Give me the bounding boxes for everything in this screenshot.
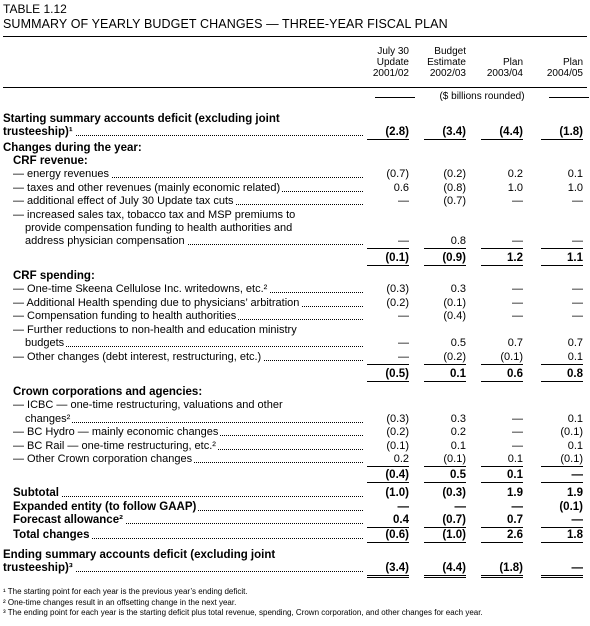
row-label-text: Starting summary accounts deficit (excluding joint (3, 113, 280, 125)
row-label (3, 126, 363, 139)
value-cell: 0.8 (541, 368, 583, 382)
row-label-text: Crown corporations and agencies: (13, 386, 203, 398)
value-cell: (0.8) (443, 182, 466, 194)
row-label (25, 235, 363, 248)
row-label-text: Expanded entity (to follow GAAP) (13, 501, 197, 513)
table-row (3, 549, 587, 562)
units-rule-left (375, 97, 415, 98)
column-header-line: 2001/02 (372, 68, 409, 79)
value-cell: (0.1) (560, 426, 583, 438)
table-row (3, 283, 587, 296)
table-row (3, 440, 587, 453)
value-cell: (0.7) (424, 514, 466, 528)
table-row (3, 182, 587, 195)
value-cell: 0.6 (393, 182, 409, 194)
value-cell: (3.4) (367, 562, 409, 578)
units-text: ($ billions rounded) (439, 91, 525, 102)
table-row (3, 209, 587, 222)
row-label (13, 514, 363, 527)
row-label (13, 209, 363, 222)
row-label-text: — Other changes (debt interest, restructuring, etc.) (13, 351, 262, 363)
value-cell: (0.2) (443, 168, 466, 180)
table-row (3, 297, 587, 310)
value-cell: 0.2 (367, 453, 409, 467)
leader-dots (13, 496, 363, 497)
row-label (13, 155, 363, 168)
row-label (3, 549, 363, 562)
row-label (25, 337, 363, 350)
row-label (25, 413, 363, 426)
row-label-text: provide compensation funding to health authorities and (25, 222, 293, 234)
value-cell: (0.3) (442, 487, 466, 499)
value-cell: — (541, 562, 583, 578)
row-label-text: CRF revenue: (13, 155, 88, 167)
value-cell: (0.4) (367, 469, 409, 483)
value-cell: 0.3 (450, 283, 466, 295)
row-label (3, 562, 363, 575)
table-row (3, 113, 587, 126)
row-label (13, 195, 363, 208)
column-header-line: Budget (434, 46, 466, 57)
column-header-line: 2003/04 (486, 68, 523, 79)
value-cell: 1.2 (481, 252, 523, 266)
column-header (353, 46, 409, 79)
row-label (13, 270, 363, 283)
leader-dots (25, 422, 363, 423)
value-cell: — (512, 283, 523, 295)
budget-table-page (3, 2, 587, 617)
row-label-text: trusteeship)¹ (3, 126, 73, 138)
units-label (379, 91, 585, 102)
value-cell: (1.0) (424, 529, 466, 543)
table-row (3, 235, 587, 248)
row-label-text: — Other Crown corporation changes (13, 453, 193, 465)
row-label (13, 168, 363, 181)
table-row (3, 126, 587, 139)
value-cell: 0.5 (450, 337, 466, 349)
value-cell: — (398, 310, 409, 322)
value-cell: (4.4) (424, 562, 466, 578)
table-title: SUMMARY OF YEARLY BUDGET CHANGES — THREE-YEAR FISCAL PLAN (3, 17, 448, 31)
value-cell: 0.1 (567, 413, 583, 425)
table-row (3, 514, 587, 527)
row-label-text: Changes during the year: (3, 142, 142, 154)
value-cell: 0.1 (424, 368, 466, 382)
value-cell: 0.1 (567, 440, 583, 452)
row-label (13, 487, 363, 500)
row-label-text: CRF spending: (13, 270, 95, 282)
value-cell: — (572, 310, 583, 322)
value-cell: — (572, 283, 583, 295)
table-row (3, 529, 587, 542)
value-cell: (1.8) (541, 126, 583, 140)
value-cell: 1.8 (541, 529, 583, 543)
table-row (3, 324, 587, 337)
value-cell: 0.5 (424, 469, 466, 483)
row-label-text: — Compensation funding to health authorities (13, 310, 237, 322)
row-label (13, 399, 363, 412)
value-cell: (0.1) (443, 297, 466, 309)
value-cell: — (512, 440, 523, 452)
value-cell: 2.6 (481, 529, 523, 543)
value-cell: (0.4) (443, 310, 466, 322)
row-label-text: — Additional Health spending due to physicians’ arbitration (13, 297, 300, 309)
top-rule (3, 36, 587, 37)
row-label (13, 501, 363, 514)
value-cell: (0.1) (386, 440, 409, 452)
table-row (3, 426, 587, 439)
row-label-text: — additional effect of July 30 Update tax cuts (13, 195, 234, 207)
row-label-text: — ICBC — one-time restructuring, valuations and other (13, 399, 283, 411)
value-cell: (4.4) (481, 126, 523, 140)
value-cell: — (512, 426, 523, 438)
row-label (13, 297, 363, 310)
value-cell: — (541, 469, 583, 483)
row-label (13, 529, 363, 542)
row-label (3, 113, 363, 126)
value-cell: (0.9) (424, 252, 466, 266)
row-label-text: changes² (25, 413, 71, 425)
value-cell: — (367, 235, 409, 249)
value-cell: (0.1) (481, 351, 523, 365)
value-cell: 0.1 (450, 440, 466, 452)
table-row (3, 386, 587, 399)
row-label-text: address physician compensation (25, 235, 185, 247)
row-label-text: Forecast allowance² (13, 514, 123, 526)
value-cell: (0.2) (386, 297, 409, 309)
value-cell: 0.1 (567, 168, 583, 180)
value-cell: — (454, 501, 466, 513)
value-cell: — (512, 310, 523, 322)
row-label (13, 440, 363, 453)
value-cell: (2.8) (367, 126, 409, 140)
value-cell: 0.7 (507, 337, 523, 349)
column-header-line: Estimate (427, 57, 466, 68)
table-row (3, 222, 587, 235)
footnote: ¹ The starting point for each year is the previous year’s ending deficit. (3, 587, 248, 596)
value-cell: — (398, 195, 409, 207)
value-cell: 0.2 (450, 426, 466, 438)
value-cell: 0.7 (481, 514, 523, 528)
row-label-text: — BC Rail — one-time restructuring, etc.² (13, 440, 216, 452)
value-cell: (0.1) (367, 252, 409, 266)
column-header-line: Plan (502, 57, 523, 68)
table-row (3, 453, 587, 466)
value-cell: 1.9 (567, 487, 583, 499)
leader-dots (25, 346, 363, 347)
table-row (3, 399, 587, 412)
row-label (13, 283, 363, 296)
table-row (3, 469, 587, 482)
value-cell: — (367, 351, 409, 365)
value-cell: 0.7 (567, 337, 583, 349)
row-label (13, 182, 363, 195)
table-row (3, 368, 587, 381)
value-cell: 1.0 (507, 182, 523, 194)
row-label (13, 453, 363, 466)
table-row (3, 310, 587, 323)
value-cell: — (398, 337, 409, 349)
row-label-text: budgets (25, 337, 65, 349)
column-header-line: Update (376, 57, 409, 68)
row-label-text: — increased sales tax, tobacco tax and MSP premiums to (13, 209, 296, 221)
table-row (3, 487, 587, 500)
value-cell: (0.3) (386, 283, 409, 295)
row-label-text: Total changes (13, 529, 90, 541)
column-header (410, 46, 466, 79)
table-row (3, 501, 587, 514)
table-row (3, 155, 587, 168)
table-label: TABLE 1.12 (3, 2, 67, 16)
row-label-text: — energy revenues (13, 168, 109, 180)
value-cell: (0.7) (443, 195, 466, 207)
header-rule (3, 87, 587, 88)
row-label (13, 426, 363, 439)
units-rule-right (549, 97, 589, 98)
value-cell: 1.1 (541, 252, 583, 266)
value-cell: 0.1 (481, 453, 523, 467)
table-row (3, 142, 587, 155)
row-label (13, 324, 363, 337)
row-label (13, 310, 363, 323)
value-cell: 0.3 (450, 413, 466, 425)
value-cell: (0.3) (386, 413, 409, 425)
table-row (3, 168, 587, 181)
value-cell: 1.9 (507, 487, 523, 499)
value-cell: 0.6 (481, 368, 523, 382)
value-cell: — (512, 297, 523, 309)
row-label (25, 222, 363, 235)
value-cell: (0.1) (541, 453, 583, 467)
row-label-text: Ending summary accounts deficit (excluding joint (3, 549, 276, 561)
row-label (3, 142, 363, 155)
table-row (3, 252, 587, 265)
value-cell: (1.0) (385, 487, 409, 499)
table-row (3, 270, 587, 283)
value-cell: — (481, 235, 523, 249)
table-row (3, 562, 587, 575)
value-cell: — (541, 514, 583, 528)
row-label (13, 386, 363, 399)
value-cell: (0.1) (424, 453, 466, 467)
value-cell: (0.2) (424, 351, 466, 365)
value-cell: (3.4) (424, 126, 466, 140)
value-cell: (0.5) (367, 368, 409, 382)
column-header-line: July 30 (377, 46, 409, 57)
value-cell: (0.2) (386, 426, 409, 438)
row-label-text: — Further reductions to non-health and education ministry (13, 324, 297, 336)
column-header (467, 57, 523, 79)
value-cell: — (397, 501, 409, 513)
table-row (3, 337, 587, 350)
value-cell: 0.1 (541, 351, 583, 365)
value-cell: 0.8 (424, 235, 466, 249)
row-label-text: — taxes and other revenues (mainly economic related) (13, 182, 281, 194)
footnote: ³ The ending point for each year is the starting deficit plus total revenue, spending, Crown corporation, and other changes for each year. (3, 608, 483, 617)
footnotes (3, 587, 587, 619)
footnote: ² One-time changes result in an offsetting change in the next year. (3, 597, 237, 607)
value-cell: (0.6) (367, 529, 409, 543)
column-header-line: 2004/05 (546, 68, 583, 79)
table-row (3, 413, 587, 426)
column-header-line: Plan (562, 57, 583, 68)
value-cell: — (512, 413, 523, 425)
value-cell: 0.4 (367, 514, 409, 528)
value-cell: — (512, 195, 523, 207)
value-cell: (0.1) (559, 501, 583, 513)
value-cell: 1.0 (567, 182, 583, 194)
table-row (3, 195, 587, 208)
row-label-text: — One-time Skeena Cellulose Inc. writedowns, etc.² (13, 283, 268, 295)
table-row (3, 351, 587, 364)
column-header-line: 2002/03 (429, 68, 466, 79)
value-cell: — (572, 297, 583, 309)
value-cell: — (572, 195, 583, 207)
value-cell: — (511, 501, 523, 513)
column-header (527, 57, 583, 79)
value-cell: — (541, 235, 583, 249)
value-cell: (1.8) (481, 562, 523, 578)
value-cell: (0.7) (386, 168, 409, 180)
row-label-text: Subtotal (13, 487, 59, 499)
row-label-text: trusteeship)³ (3, 562, 73, 574)
row-label-text: — BC Hydro — mainly economic changes (13, 426, 219, 438)
row-label (13, 351, 363, 364)
value-cell: 0.2 (507, 168, 523, 180)
value-cell: 0.1 (481, 469, 523, 483)
